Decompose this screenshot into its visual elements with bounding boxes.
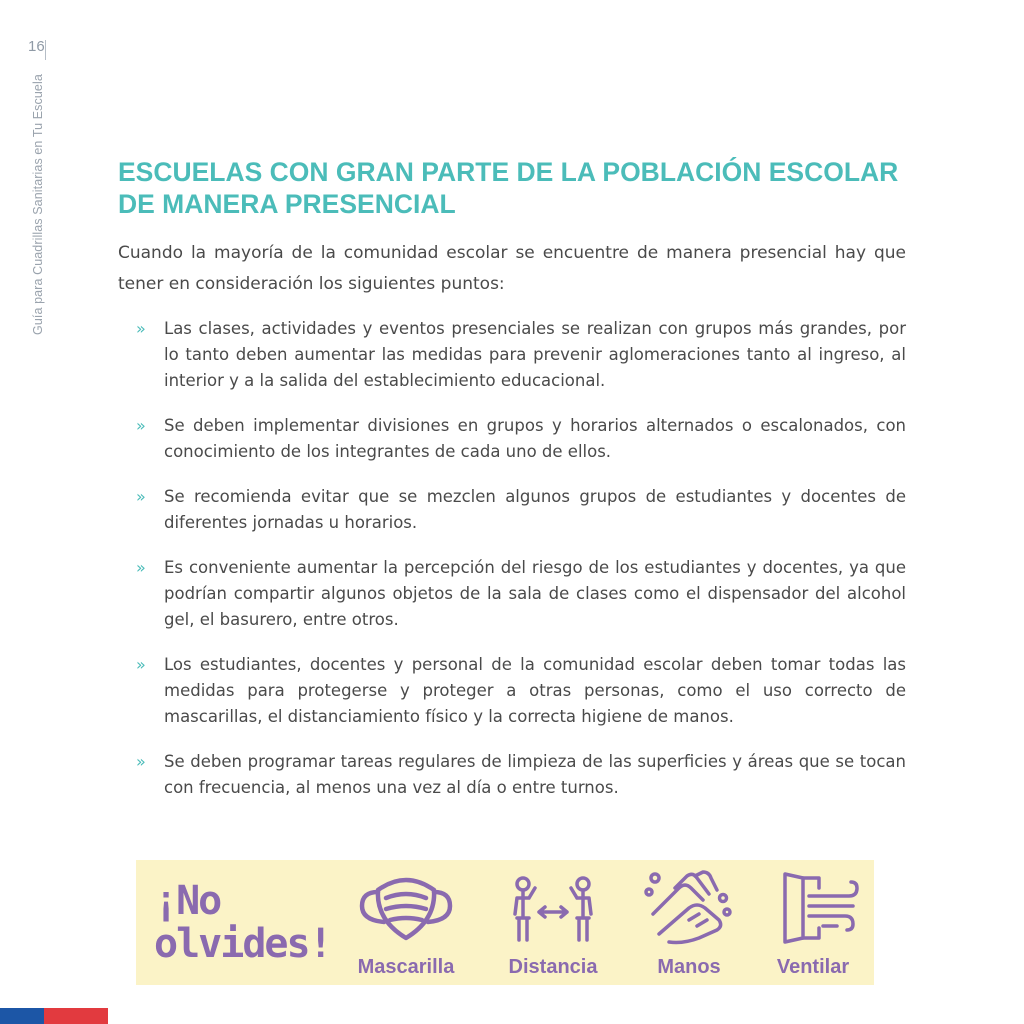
bullet-item: [136, 652, 906, 730]
flag-stripe-red: [44, 1008, 108, 1024]
document-side-title: Guía para Cuadrillas Sanitarias en Tu Escuela: [31, 74, 45, 335]
bullet-marker: »: [136, 416, 146, 435]
bullet-marker: »: [136, 655, 146, 674]
reminder-title-line-2: olvides!: [154, 921, 331, 967]
ventilation-icon: [763, 868, 863, 946]
section-heading: [118, 156, 918, 220]
page-number-divider: [45, 40, 46, 60]
reminder-title: [154, 880, 331, 966]
reminder-item-ventilar: [748, 868, 878, 978]
bullet-text: Se recomienda evitar que se mezclen algunos grupos de estudiantes y docentes de diferentes jornadas u horarios.: [164, 487, 906, 532]
flag-stripe-blue: [0, 1008, 44, 1024]
hand-washing-icon: [639, 868, 739, 946]
section-heading-line-1: ESCUELAS CON GRAN PARTE DE LA POBLACIÓN ESCOLAR: [118, 157, 899, 187]
social-distance-icon: [503, 868, 603, 946]
bullet-marker: »: [136, 558, 146, 577]
bullet-text: Se deben programar tareas regulares de limpieza de las superficies y áreas que se tocan con frecuencia, al menos una vez al día o entre turnos.: [164, 752, 906, 797]
bullet-item: [136, 316, 906, 394]
bullet-item: [136, 484, 906, 536]
reminder-item-manos: [624, 868, 754, 978]
bullet-text: Los estudiantes, docentes y personal de la comunidad escolar deben tomar todas las medidas para protegerse y proteger a otras personas, como el uso correcto de mascarillas, el distanciamiento físico y la correcta higiene de manos.: [164, 655, 906, 726]
reminder-banner: [136, 860, 874, 985]
bullet-marker: »: [136, 752, 146, 771]
bullet-marker: »: [136, 319, 146, 338]
reminder-label-mascarilla: Mascarilla: [357, 956, 455, 978]
reminder-item-distancia: [488, 868, 618, 978]
reminder-label-manos: Manos: [657, 956, 721, 978]
reminder-title-line-1: ¡No: [154, 878, 221, 924]
bullet-text: Es conveniente aumentar la percepción del riesgo de los estudiantes y docentes, ya que podrían compartir algunos objetos de la sala de clases como el dispensador del alcohol gel, el basurero, entre otros.: [164, 558, 906, 629]
face-mask-icon: [356, 868, 456, 946]
bullet-text: Las clases, actividades y eventos presenciales se realizan con grupos más grandes, por lo tanto deben aumentar las medidas para prevenir aglomeraciones tanto al ingreso, al interior y a la salida del establecimiento educacional.: [164, 319, 906, 390]
intro-paragraph: Cuando la mayoría de la comunidad escolar se encuentre de manera presencial hay que tener en consideración los siguientes puntos:: [118, 243, 906, 294]
page-number: 16: [28, 38, 45, 55]
bullet-item: [136, 749, 906, 801]
bullet-item: [136, 413, 906, 465]
reminder-item-mascarilla: [341, 868, 471, 978]
reminder-label-ventilar: Ventilar: [776, 956, 850, 978]
bullet-list: [136, 316, 906, 820]
bullet-text: Se deben implementar divisiones en grupos y horarios alternados o escalonados, con conocimiento de los integrantes de cada uno de ellos.: [164, 416, 906, 461]
reminder-label-distancia: Distancia: [508, 956, 598, 978]
bullet-item: [136, 555, 906, 633]
bullet-marker: »: [136, 487, 146, 506]
section-heading-line-2: DE MANERA PRESENCIAL: [118, 189, 456, 219]
